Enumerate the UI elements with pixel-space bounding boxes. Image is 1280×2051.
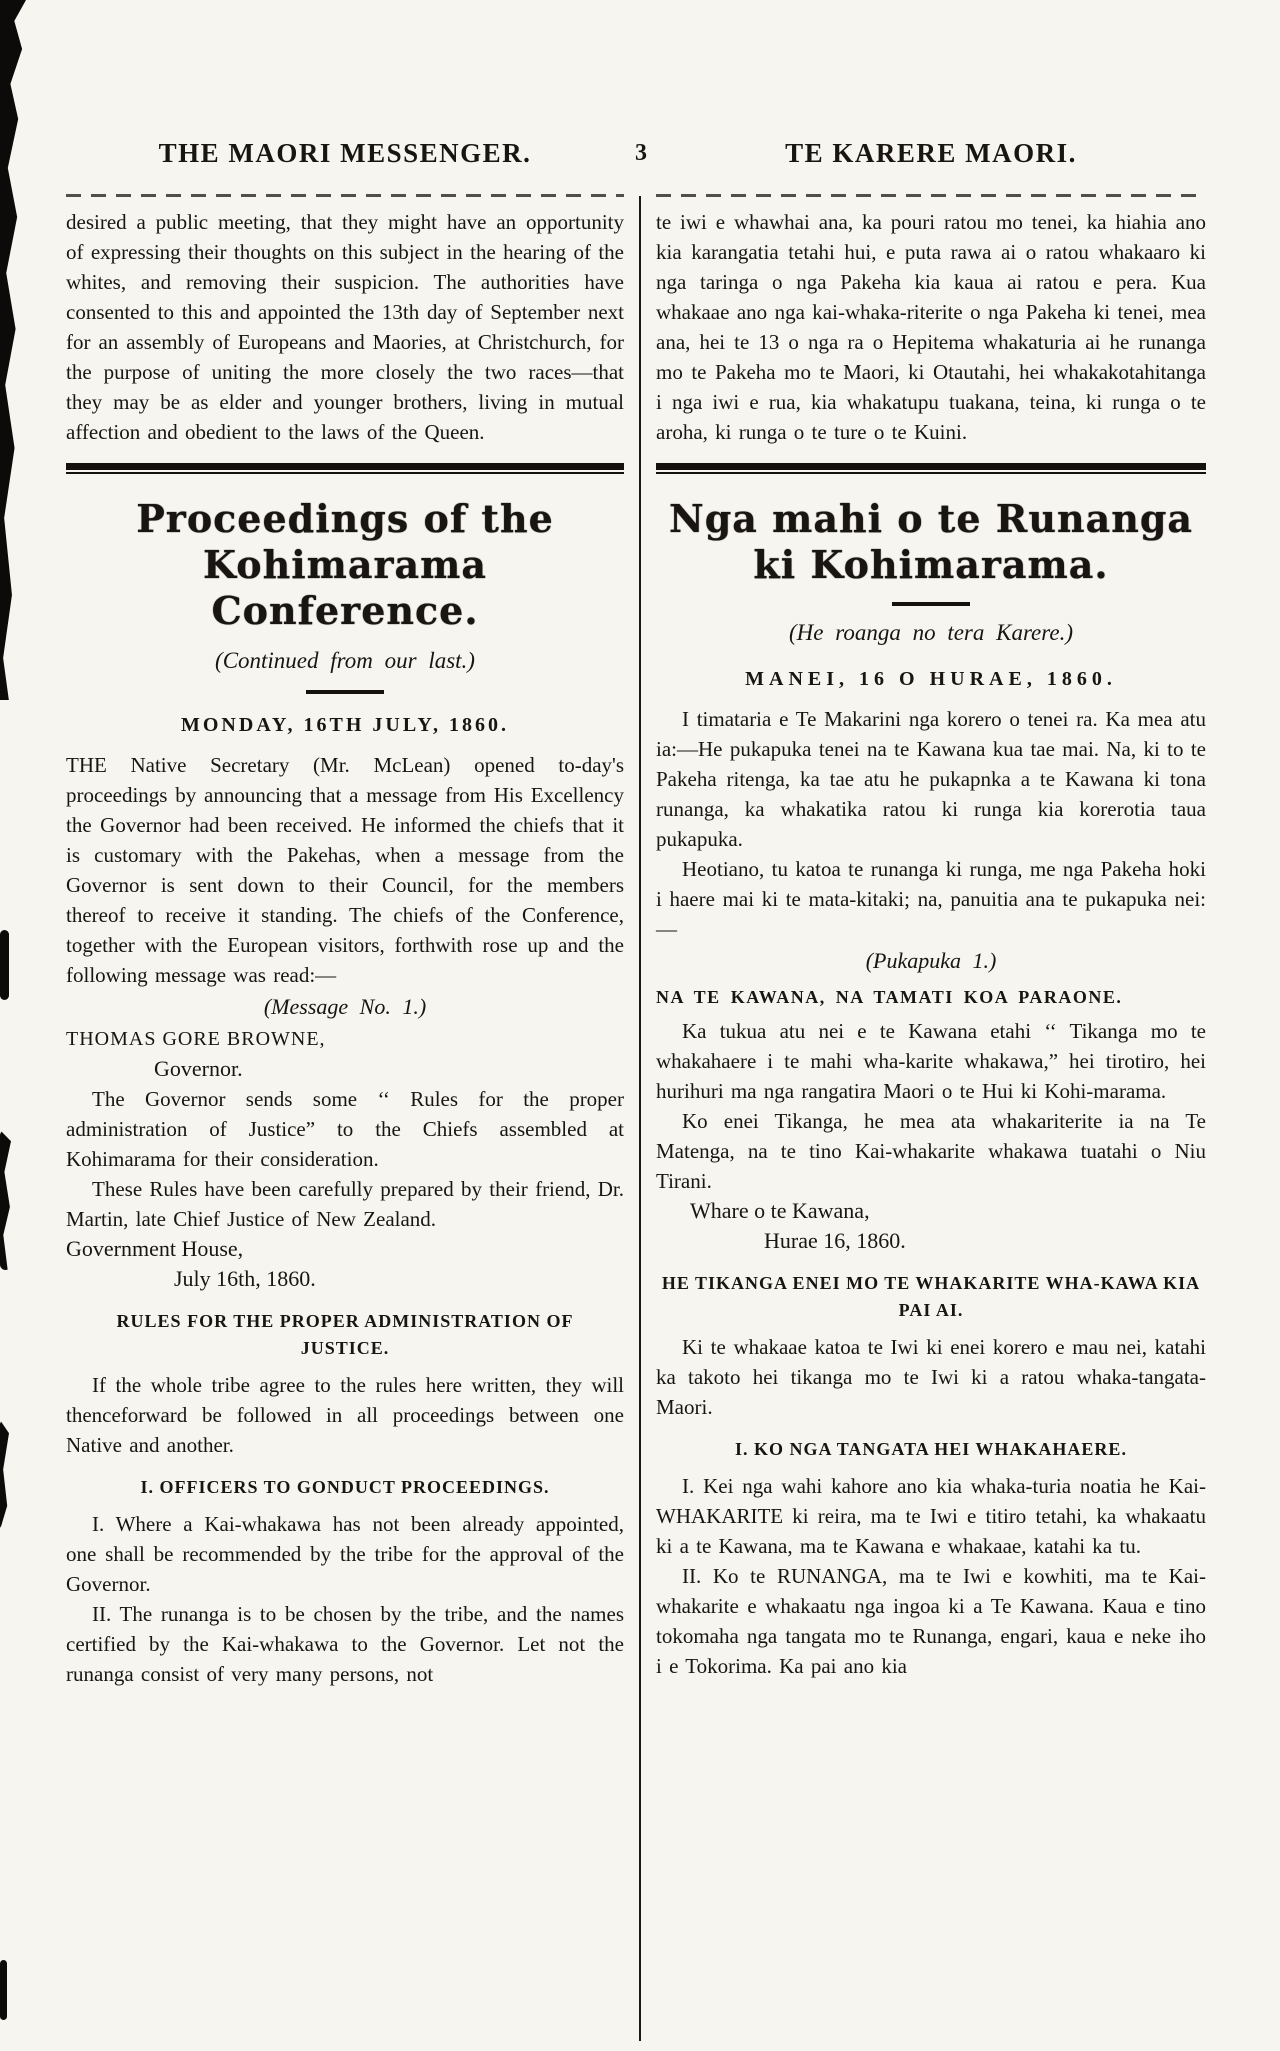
continuation-paragraph: desired a public meeting, that they might have an opportunity of expressing their thoughts on this subject in the hearing of the whites, and removing their suspicion. The authorities have consented to this and appointed the 13th day of September next for an assembly of Europeans and Maories, at Christchurch, for the purpose of uniting the more closely the two races—that they may be as elder and younger brothers, living in mutual affection and obedient to the laws of the Queen. <box>66 210 624 444</box>
paragraph-ki-te-whakaae: Ki te whakaae katoa te Iwi ki enei korero e mau nei, katahi ka takoto hei tikanga mo te Iwi ki a ratou whaka-tangata-Maori. <box>656 1335 1206 1419</box>
signatory-name: THOMAS GORE BROWNE, <box>66 1028 326 1050</box>
continuation-paragraph: te iwi e whawhai ana, ka pouri ratou mo tenei, ka hiahia ano kia karangatia tetahi hui, e puta rawa ai o ratou whakaaro ki nga taringa o nga Pakeha kia kaua ai ratou e pera. Kua whakaae ano nga kai-whaka-riterite o nga Pakeha ki tenei, mea ana, hei te 13 o nga ra o Hepitema whakaturia ai he runanga mo te Pakeha mo te Maori, ki Otautahi, hei whakakotahitanga i nga iwi e rua, kia whakatupu tuakana, teina, ki runga o te aroha, ki runga o te ture o te Kuini. <box>656 210 1206 444</box>
paragraph-if-whole-tribe: If the whole tribe agree to the rules here written, they will thenceforward be followed in all proceedings between one Native and another. <box>66 1373 624 1457</box>
article-title: Nga mahi o te Runanga ki Kohimarama. <box>668 496 1194 587</box>
rules-heading: RULES FOR THE PROPER ADMINISTRATION OF JUSTICE. <box>116 1311 574 1358</box>
paragraph-ko-enei: Ko enei Tikanga, he mea ata whakariterite ia na Te Matenga, na te tino Kai-whakarite whakawa tuatahi o Niu Tirani. <box>656 1109 1206 1193</box>
scan-edge-artifact <box>0 1420 9 1530</box>
maori-column <box>656 194 1206 1681</box>
header-dashed-rule <box>656 194 1206 197</box>
dateline: MONDAY, 16TH JULY, 1860. <box>181 714 509 736</box>
english-column <box>66 194 624 1689</box>
paragraph-timataria: I timataria e Te Makarini nga korero o tenei ra. Ka mea atu ia:—He pukapuka tenei na te Kawana kua tae mai. Na, ki to te Pakeha ritenga, ka tae atu he pukapnka a te Kawana ki tona runanga, ka whakatika ratou ki runga kia korerotia taua pukapuka. <box>656 707 1206 851</box>
paragraph-rule-one: I. Where a Kai-whakawa has not been already appointed, one shall be recommended by the tribe for the approval of the Governor. <box>66 1512 624 1596</box>
address-line: Government House, <box>66 1236 244 1261</box>
page-number: 3 <box>635 140 647 166</box>
header-dashed-rule <box>66 194 624 197</box>
continued-note: (Continued from our last.) <box>215 648 475 673</box>
scan-edge-artifact <box>0 1130 11 1270</box>
tikanga-heading: HE TIKANGA ENEI MO TE WHAKARITE WHA-KAWA KIA PAI AI. <box>661 1273 1201 1320</box>
section-double-rule <box>66 463 624 474</box>
masthead-left-title: THE MAORI MESSENGER. <box>158 138 532 168</box>
paragraph-ka-tukua: Ka tukua atu nei e te Kawana etahi ‘‘ Tikanga mo te whakahaere i te mahi wha-karite whakawa,” hei tirotiro, hei hurihuri ma nga rangatira Maori o te Hui ki Kohi-marama. <box>656 1019 1206 1103</box>
column-divider-rule <box>639 196 641 2041</box>
paragraph-rule-two: II. The runanga is to be chosen by the tribe, and the names certified by the Kai-whakawa to the Governor. Let not the runanga consist of very many persons, not <box>66 1602 624 1686</box>
scan-edge-artifact <box>0 1960 7 2020</box>
short-rule <box>306 690 384 694</box>
address-date-line: Hurae 16, 1860. <box>764 1228 906 1253</box>
scan-edge-artifact <box>0 930 9 1000</box>
signatory-title: Governor. <box>154 1056 243 1081</box>
continued-note: (He roanga no tera Karere.) <box>789 620 1073 645</box>
masthead-right-title: TE KARERE MAORI. <box>785 138 1077 168</box>
section-double-rule <box>656 463 1206 474</box>
article-title: Proceedings of the Kohimarama Conference. <box>136 496 554 633</box>
paragraph-native-secretary: THE Native Secretary (Mr. McLean) opened to-day's proceedings by announcing that a message from His Excellency the Governor had been received. He informed the chiefs that it is customary with the Pakehas, when a message from the Governor is sent down to their Council, for the members thereof to receive it standing. The chiefs of the Conference, together with the European visitors, forthwith rose up and the following message was read:— <box>66 753 624 987</box>
paragraph-these-rules: These Rules have been carefully prepared by their friend, Dr. Martin, late Chief Justice of New Zealand. <box>66 1177 624 1231</box>
paragraph-governor-sends: The Governor sends some ‘‘ Rules for the proper administration of Justice” to the Chiefs assembled at Kohimarama for their consideration. <box>66 1087 624 1171</box>
message-number-line: (Message No. 1.) <box>263 994 427 1019</box>
kawana-signatory-line: NA TE KAWANA, NA TAMATI KOA PARAONE. <box>656 987 1123 1007</box>
message-number-line: (Pukapuka 1.) <box>865 948 997 973</box>
address-line: Whare o te Kawana, <box>690 1198 870 1223</box>
paragraph-rule-two: II. Ko te RUNANGA, ma te Iwi e kowhiti, ma te Kai-whakarite e whakaatu nga ingoa ki a Te Kawana. Kaua e tino tokomaha nga tangata mo te Runanga, engari, kaua e neke iho i e Tokorima. Ka pai ano kia <box>656 1564 1206 1678</box>
dateline: MANEI, 16 O HURAE, 1860. <box>745 668 1117 690</box>
address-date-line: July 16th, 1860. <box>174 1266 316 1291</box>
section-one-heading: I. KO NGA TANGATA HEI WHAKAHAERE. <box>735 1439 1127 1459</box>
paragraph-rule-one: I. Kei nga wahi kahore ano kia whaka-turia noatia he Kai-WHAKARITE ki reira, ma te Iwi e titiro tetahi, ka whakaatu ki a te Kawana, ma te Kawana e whakaae, katahi ka tu. <box>656 1474 1206 1558</box>
paragraph-heotiano: Heotiano, tu katoa te runanga ki runga, me nga Pakeha hoki i haere mai ki te mata-kitaki; na, panuitia ana te pukapuka nei:— <box>656 857 1206 941</box>
section-one-heading: I. OFFICERS TO GONDUCT PROCEEDINGS. <box>140 1477 550 1497</box>
scan-edge-artifact <box>0 0 26 700</box>
short-rule <box>892 602 970 606</box>
